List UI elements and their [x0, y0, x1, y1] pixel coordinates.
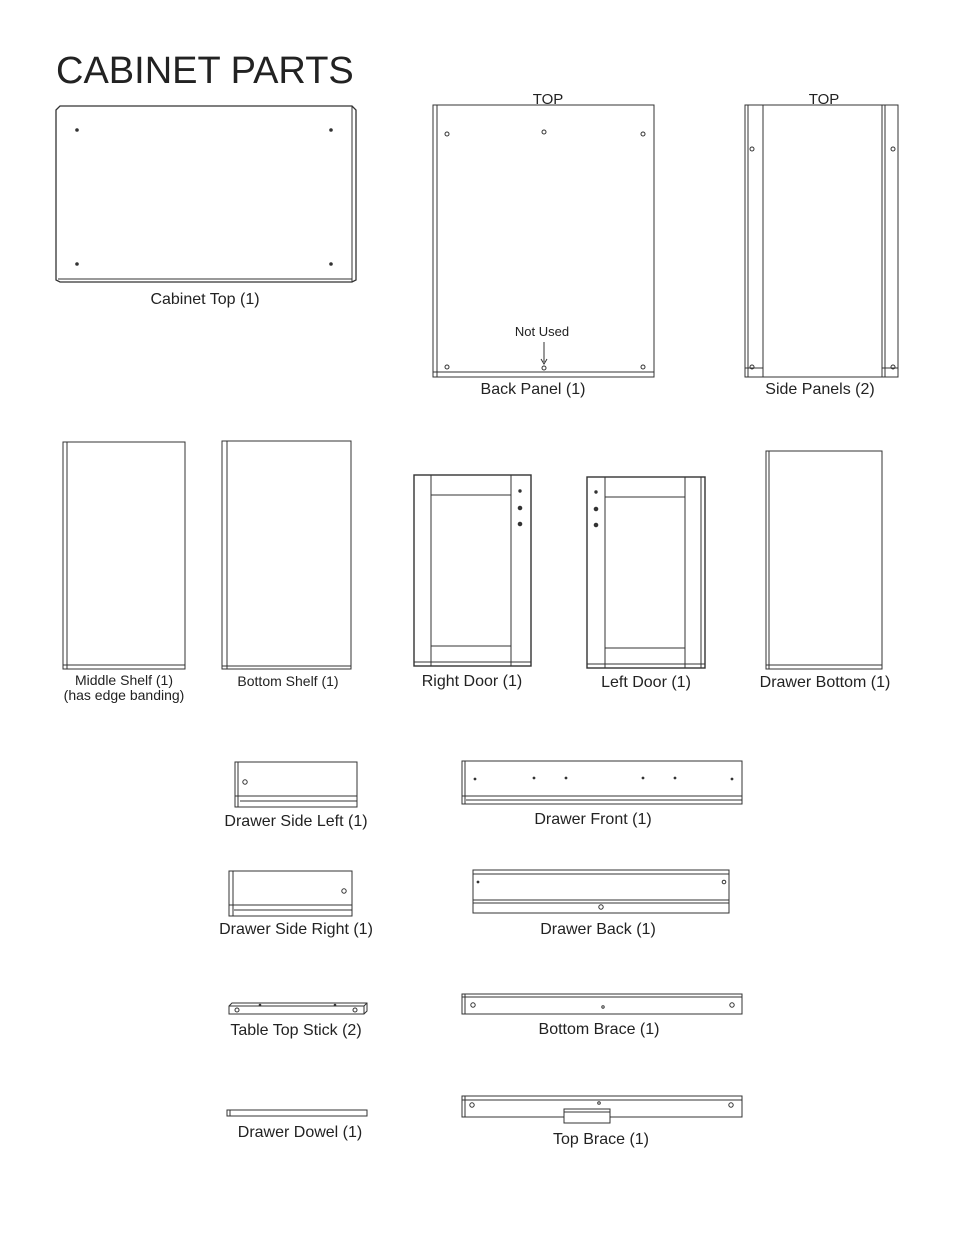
- bottom-brace-part: [462, 994, 742, 1014]
- drawer-front-label: Drawer Front (1): [534, 811, 652, 828]
- side-panels-label: Side Panels (2): [765, 381, 875, 398]
- drawer-side-left-part: [235, 762, 357, 807]
- drawer-dowel-part: [227, 1110, 367, 1116]
- left-door-label: Left Door (1): [601, 674, 691, 691]
- page-title: CABINET PARTS: [56, 50, 354, 92]
- cabinet-top-part: [56, 106, 356, 282]
- drawer-side-right-part: [229, 871, 352, 916]
- back-panel-note-label: Not Used: [514, 324, 570, 339]
- left-door-part: [587, 477, 705, 668]
- bottom-shelf-label: Bottom Shelf (1): [237, 673, 339, 689]
- cabinet-top-label: Cabinet Top (1): [150, 291, 260, 308]
- right-door-label: Right Door (1): [421, 673, 523, 690]
- drawer-side-left-label: Drawer Side Left (1): [224, 813, 368, 830]
- drawer-front-part: [462, 761, 742, 804]
- side-panels-part: [745, 105, 898, 377]
- drawer-bottom-label: Drawer Bottom (1): [759, 674, 891, 691]
- right-door-part: [414, 475, 531, 666]
- middle-shelf-label: Middle Shelf (1): [74, 672, 174, 688]
- drawer-bottom-part: [766, 451, 882, 669]
- back-panel-label: Back Panel (1): [480, 381, 586, 398]
- drawer-side-right-label: Drawer Side Right (1): [219, 921, 373, 938]
- drawer-back-label: Drawer Back (1): [540, 921, 656, 938]
- bottom-shelf-part: [222, 441, 351, 669]
- middle-shelf-part: [63, 442, 185, 669]
- top-brace-label: Top Brace (1): [552, 1131, 650, 1148]
- table-top-stick-label: Table Top Stick (2): [230, 1022, 362, 1039]
- middle-shelf-note-label: (has edge banding): [63, 687, 185, 703]
- back-panel-top-label: TOP: [532, 91, 564, 108]
- top-brace-part: [462, 1096, 742, 1123]
- table-top-stick-part: [229, 1003, 367, 1014]
- side-panels-top-label: TOP: [808, 91, 840, 108]
- bottom-brace-label: Bottom Brace (1): [538, 1021, 660, 1038]
- drawer-dowel-label: Drawer Dowel (1): [237, 1124, 363, 1141]
- drawer-back-part: [473, 870, 729, 913]
